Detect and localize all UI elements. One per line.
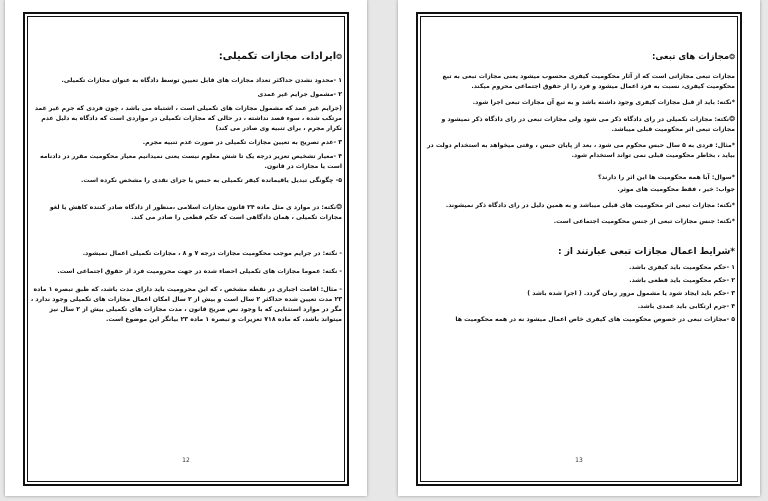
bullet-icon: ❂ bbox=[729, 115, 735, 123]
bullet-icon: ❂ bbox=[336, 53, 342, 61]
page-number: 12 bbox=[182, 457, 190, 464]
list-item: ۳ -حکم باید ایجاد شود یا مشمول مرور زمان گردد. ( اجرا شده باشد ) bbox=[527, 290, 735, 297]
note-paragraph: - نکته: در جرایم موجب محکومیت مجازات درجه ۷ و ۸ ، مجازات تکمیلی اعمال نمیشود. bbox=[82, 250, 342, 257]
note-paragraph: *نکته: مجازات تبعی اثر محکومیت های قبلی میباشد و به همین دلیل در رای دادگاه ذکر نمیشوند. bbox=[445, 202, 735, 209]
document-page-13 bbox=[398, 0, 760, 496]
answer-paragraph: جواب: خیر ، فقط محکومیت های موثر. bbox=[617, 186, 735, 193]
list-item: ۵ -مجازات تبعی در خصوص محکومیت های کیفری خاص اعمال میشود نه در همه محکومیت ها bbox=[455, 316, 735, 323]
question-paragraph: *سوال: آیا همه محکومیت ها این اثر را دارند؟ bbox=[598, 174, 735, 181]
list-item: ۱ -حکم محکومیت باید کیفری باشد. bbox=[628, 264, 735, 271]
paragraph: ۴ -معیار تشخیص تعزیر درجه یک تا شش معلوم نیست یعنی نمیدانیم معیار محکومیت مقرر در دادنامه است یا مجازات در قانون. bbox=[39, 153, 342, 170]
section-heading: ❂ایرادات مجازات تکمیلی: bbox=[218, 51, 342, 62]
section-heading: ❂مجازات های تبعی: bbox=[651, 52, 735, 62]
bullet-icon: ❂ bbox=[729, 53, 735, 61]
note-paragraph: - نکته: عموما مجازات های تکمیلی احصاء شده در جهت محرومیت فرد از حقوق اجتماعی است. bbox=[57, 268, 342, 275]
note-paragraph: ❂نکته: در موارد ی مثل ماده ۲۴ قانون مجازات اسلامی ،منظور از دادگاه صادر کننده کاهش یا لغو مجازات تکمیلی ، همان دادگاهی است که حکم قطعی را صادر می کند. bbox=[49, 203, 342, 221]
page-number: 13 bbox=[575, 457, 583, 464]
paragraph: ۱ -محدود نشدن حداکثر تعداد مجازات های قابل تعیین توسط دادگاه به عنوان مجازات تکمیلی. bbox=[61, 77, 342, 84]
paragraph: (جرایم غیر عمد که مشمول مجازات های تکمیلی است ، اشتباه می باشد ، چون فردی که جرم غیر عمد مرتکب شده ، سوء قصد نداشته ، در حالی که مجازات تکمیلی در مواردی است که دادگاه به دلیل عدم تکرار مجرم ، برای تنبیه وی صادر می کند) bbox=[34, 105, 342, 132]
note-paragraph: *نکته: جنس مجازات تبعی از جنس محکومیت اجتماعی است. bbox=[553, 218, 735, 225]
bullet-icon: ❂ bbox=[336, 203, 342, 211]
list-item: ۲ -حکم محکومیت باید قطعی باشد. bbox=[629, 277, 735, 284]
paragraph: ۳ -عدم تصریح به تعیین مجازات تکمیلی در صورت عدم تنبیه مجرم. bbox=[142, 139, 342, 146]
note-paragraph: ❂نکته: مجازات تکمیلی در رای دادگاه ذکر می شود ولی مجازات تبعی در رای دادگاه ذکر نمیشود و مجازات تبعی اثر محکومیت قبلی میباشد. bbox=[441, 115, 735, 133]
page-content bbox=[29, 28, 342, 464]
document-page-12 bbox=[5, 0, 367, 496]
note-paragraph: *نکته: باید از قبل مجازات کیفری وجود داشته باشد و به تبع آن مجازات تبعی اجرا شود. bbox=[472, 99, 735, 106]
paragraph: ۲ -مشمول جرایم غیر عمدی bbox=[257, 91, 342, 98]
example-paragraph: - مثال: اقامت اجباری در نقطه مشخص ، که این محرومیت باید دارای مدت باشد، که طبق تبصره ۱ ماده ۲۳ مدت تعیین شده حداکثر ۲ سال است و بیش از ۲ سال امکان اعمال مجازات های تکمیلی وجود ندارد ، مگر در موارد استثنایی که با وجود نص صریح قانون ، مدت مجازات های تکمیلی بیش از ۲ سال نیز میتواند باشد، که ماده ۷۱۸ تعزیرات و تبصره ۱ ماده ۲۳ بیانگر این موضوع است. bbox=[30, 286, 342, 323]
page-content bbox=[422, 28, 735, 464]
list-item: ۴ -جرم ارتکابی باید عمدی باشد. bbox=[637, 303, 735, 310]
conditions-heading: *شرایط اعمال مجازات تبعی عبارتند از : bbox=[558, 247, 735, 257]
paragraph: ۵- چگونگی تبدیل یاقیمانده کیفر تکمیلی به حبس یا جزای نقدی را مشخص نکرده است. bbox=[81, 177, 342, 184]
example-paragraph: *مثال: فردی به ۵ سال حبس محکوم می شود ، بعد از پایان حبس ، وقتی میخواهد به استخدام دولت در بیاید ، بخاطر محکومیت قبلی نمی تواند استخدام شود. bbox=[426, 142, 735, 159]
paragraph: مجازات تبعی مجازاتی است که از آثار محکومیت کیفری محسوب میشود یعنی مجازات تبعی به تبع محکومیت کیفری، نسبت به فرد اعمال میشود و فرد را از حقوق اجتماعی محروم میکند. bbox=[442, 73, 735, 90]
